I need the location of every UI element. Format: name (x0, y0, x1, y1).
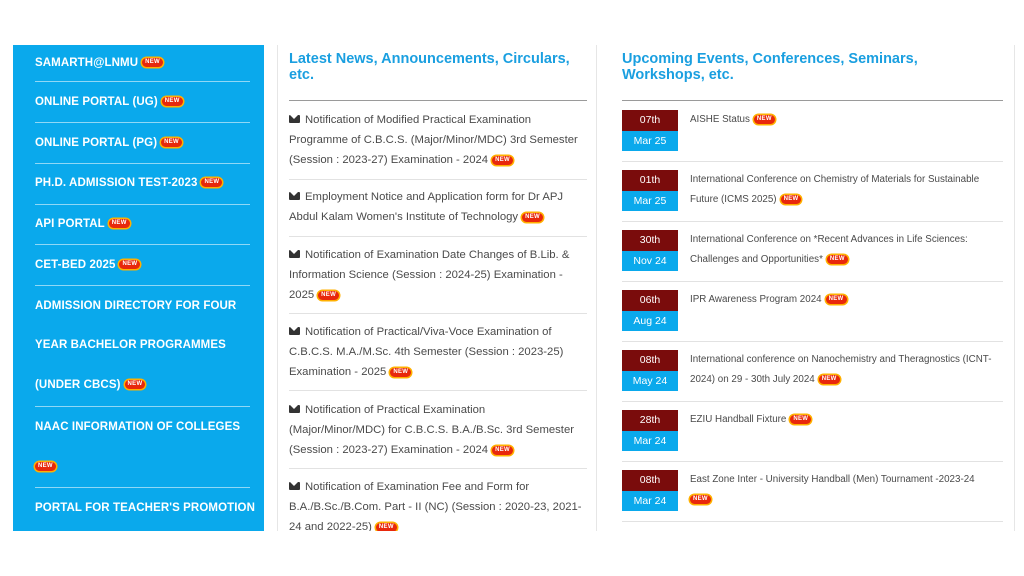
new-badge-icon: NEW (754, 115, 775, 124)
events-panel-title: Upcoming Events, Conferences, Seminars, Workshops, etc. (622, 51, 918, 83)
envelope-icon (289, 192, 300, 200)
sidebar-divider (35, 487, 250, 488)
event-date (622, 290, 678, 331)
envelope-icon (289, 115, 300, 123)
new-badge-icon: NEW (827, 255, 848, 264)
new-badge-icon: NEW (142, 58, 163, 67)
new-badge-icon: NEW (125, 380, 146, 389)
news-item[interactable]: Notification of Practical Examination (Major/Minor/MDC) for C.B.C.S. B.A./B.Sc. 3rd Semester (Session : 2023-27) Examination - 2024 NEW (289, 404, 574, 456)
event-day: 30th (622, 230, 678, 251)
news-item[interactable]: Notification of Modified Practical Examination Programme of C.B.C.S. (Major/Minor/MDC) 3rd Semester (Session : 2023-27) Examination - 2024 NEW (289, 114, 578, 166)
sidebar-item-online-portal-ug[interactable]: ONLINE PORTAL (UG) NEW (13, 94, 264, 110)
event-day: 28th (622, 410, 678, 431)
sidebar-item-label: ADMISSION DIRECTORY FOR FOUR (35, 300, 237, 312)
sidebar-item-label: YEAR BACHELOR PROGRAMMES (35, 339, 226, 351)
envelope-icon (289, 405, 300, 413)
new-badge-icon: NEW (522, 213, 543, 222)
event-month: Nov 24 (622, 251, 678, 271)
news-divider (289, 468, 587, 469)
sidebar-item-api-portal[interactable]: API PORTAL NEW (13, 216, 264, 232)
sidebar-divider (35, 244, 250, 245)
events-divider (622, 401, 1003, 402)
event-date (622, 170, 678, 211)
news-divider (289, 179, 587, 180)
event-date (622, 230, 678, 271)
event-date (622, 350, 678, 391)
new-badge-icon: NEW (390, 368, 411, 377)
events-title-rule (622, 100, 1003, 101)
sidebar-divider (35, 81, 250, 82)
sidebar-item-badge-row (35, 459, 264, 475)
event-title: IPR Awareness Program 2024 NEW (690, 290, 1002, 310)
news-panel (277, 45, 597, 531)
envelope-icon (289, 482, 300, 490)
events-divider (622, 461, 1003, 462)
event-month: May 24 (622, 371, 678, 391)
new-badge-icon: NEW (119, 260, 140, 269)
events-divider (622, 161, 1003, 162)
new-badge-icon: NEW (35, 462, 56, 471)
event-date (622, 410, 678, 451)
event-month: Mar 25 (622, 131, 678, 151)
sidebar-divider (35, 285, 250, 286)
event-month: Mar 25 (622, 191, 678, 211)
new-badge-icon: NEW (492, 446, 513, 455)
new-badge-icon: NEW (318, 291, 339, 300)
envelope-icon (289, 250, 300, 258)
event-day: 07th (622, 110, 678, 131)
sidebar-item-admission-directory[interactable] (13, 297, 264, 393)
news-item[interactable]: Notification of Examination Date Changes of B.Lib. & Information Science (Session : 2024-25) Examination - 2025 NEW (289, 249, 570, 301)
sidebar-item-teacher-promotion-portal[interactable]: PORTAL FOR TEACHER'S PROMOTION (35, 502, 255, 514)
envelope-icon (289, 327, 300, 335)
news-title-rule (289, 100, 587, 101)
event-title: AISHE Status NEW (690, 110, 1002, 130)
events-divider (622, 521, 1003, 522)
sidebar-divider (35, 406, 250, 407)
new-badge-icon: NEW (376, 523, 397, 531)
event-title: EZIU Handball Fixture NEW (690, 410, 1002, 430)
new-badge-icon: NEW (781, 195, 802, 204)
news-panel-title: Latest News, Announcements, Circulars, etc. (289, 51, 570, 83)
news-divider (289, 390, 587, 391)
sidebar-item-online-portal-pg[interactable]: ONLINE PORTAL (PG) NEW (13, 135, 264, 151)
sidebar-divider (35, 122, 250, 123)
new-badge-icon: NEW (826, 295, 847, 304)
sidebar-item-label: (UNDER CBCS) NEW (35, 377, 264, 393)
event-day: 08th (622, 350, 678, 371)
event-title: International Conference on Chemistry of Materials for Sustainable Future (ICMS 2025) NEW (690, 174, 980, 205)
new-badge-icon: NEW (201, 178, 222, 187)
event-date (622, 110, 678, 151)
news-item[interactable]: Employment Notice and Application form for Dr APJ Abdul Kalam Women's Institute of Technology NEW (289, 191, 564, 223)
sidebar-divider (35, 163, 250, 164)
news-item[interactable]: Notification of Examination Fee and Form for B.A./B.Sc./B.Com. Part - II (NC) (Session : 2020-23, 2021- 24 and 2022-25) NEW (289, 481, 582, 531)
event-month: Mar 24 (622, 491, 678, 511)
new-badge-icon: NEW (109, 219, 130, 228)
events-divider (622, 341, 1003, 342)
event-day: 06th (622, 290, 678, 311)
sidebar-item-samarth[interactable]: SAMARTH@LNMU NEW (13, 55, 264, 71)
event-month: Aug 24 (622, 311, 678, 331)
sidebar-divider (35, 204, 250, 205)
event-title: International Conference on *Recent Advances in Life Sciences: Challenges and Opportunities* NEW (690, 234, 968, 265)
sidebar-item-naac-information[interactable] (13, 419, 264, 475)
sidebar-item-cet-bed[interactable]: CET-BED 2025 NEW (13, 257, 264, 273)
event-title: International conference on Nanochemistry and Theragnostics (ICNT- 2024) on 29 - 30th July 2024 NEW (690, 354, 992, 385)
event-month: Mar 24 (622, 431, 678, 451)
sidebar-item-phd-admission-test[interactable]: PH.D. ADMISSION TEST-2023 NEW (13, 175, 264, 191)
event-day: 08th (622, 470, 678, 491)
news-item[interactable]: Notification of Practical/Viva-Voce Examination of C.B.C.S. M.A./M.Sc. 4th Semester (Session : 2023-25) Examination - 2025 NEW (289, 326, 564, 378)
news-divider (289, 236, 587, 237)
new-badge-icon: NEW (161, 138, 182, 147)
events-panel (611, 45, 1015, 531)
sidebar (13, 45, 264, 531)
new-badge-icon: NEW (492, 156, 513, 165)
new-badge-icon: NEW (690, 495, 711, 504)
events-divider (622, 281, 1003, 282)
event-date (622, 470, 678, 511)
new-badge-icon: NEW (162, 97, 183, 106)
events-divider (622, 221, 1003, 222)
sidebar-item-label: NAAC INFORMATION OF COLLEGES (35, 421, 241, 433)
news-divider (289, 313, 587, 314)
event-day: 01th (622, 170, 678, 191)
new-badge-icon: NEW (819, 375, 840, 384)
new-badge-icon: NEW (790, 415, 811, 424)
event-title: East Zone Inter - University Handball (Men) Tournament -2023-24 NEW (690, 474, 975, 502)
